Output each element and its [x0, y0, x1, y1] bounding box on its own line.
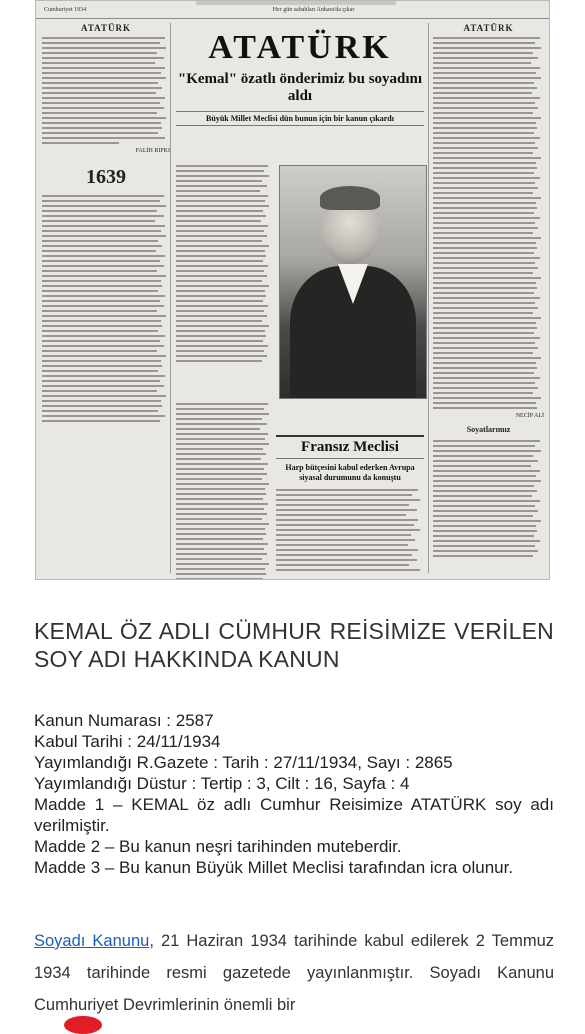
newspaper-top-left: Cumhuriyet 1934 — [44, 6, 87, 13]
law-accept-date: Kabul Tarihi : 24/11/1934 — [34, 732, 221, 751]
newspaper-topline — [36, 1, 549, 19]
newspaper-right-column — [428, 23, 544, 573]
newspaper-image — [35, 0, 550, 580]
soyadi-kanunu-link[interactable]: Soyadı Kanunu — [34, 932, 150, 950]
fransiz-meclisi-block — [276, 435, 424, 571]
newspaper-left-column — [42, 23, 171, 573]
right-column-subheading: Soyatlarımız — [466, 425, 511, 434]
fransiz-meclisi-title: Fransız Meclisi — [276, 435, 424, 459]
floating-action-button[interactable] — [64, 1016, 102, 1034]
law-gazette: Yayımlandığı R.Gazete : Tarih : 27/11/1934, Sayı : 2865 — [34, 753, 453, 772]
law-details — [34, 710, 554, 878]
right-column-signature: NECİP ALİ — [515, 413, 544, 419]
left-column-text — [42, 37, 170, 144]
law-article-2: Madde 2 – Bu kanun neşri tarihinden muteberdir. — [34, 837, 402, 856]
law-dustur: Yayımlandığı Düstur : Tertip : 3, Cilt : 16, Sayfa : 4 — [34, 774, 410, 793]
article-title: KEMAL ÖZ ADLI CÜMHUR REİSİMİZE VERİLEN SOY ADI HAKKINDA KANUN — [34, 618, 554, 672]
right-column-heading: ATATÜRK — [463, 23, 514, 33]
left-column-text-2 — [42, 195, 170, 422]
newspaper-center — [176, 23, 424, 573]
article-paragraph — [34, 925, 554, 1021]
newspaper-subhead: "Kemal" özatlı önderimiz bu soyadını aldı — [177, 71, 423, 104]
left-column-number: 1639 — [86, 166, 126, 188]
newspaper-top-mid: Her gün sabahları Ankara'da çıkar — [272, 6, 355, 13]
law-article-1: Madde 1 – KEMAL öz adlı Cumhur Reisimize ATATÜRK soy adı verilmiştir. — [34, 795, 554, 835]
law-article-3: Madde 3 – Bu kanun Büyük Millet Meclisi tarafından icra olunur. — [34, 858, 514, 877]
ataturk-portrait-photo — [279, 165, 427, 399]
newspaper-deck: Büyük Millet Meclisi dün bunun için bir kanun çıkardı — [176, 111, 424, 126]
law-number: Kanun Numarası : 2587 — [34, 711, 214, 730]
left-column-signature: FALİH RIFKI — [135, 148, 170, 154]
newspaper-headline: ATATÜRK — [208, 29, 392, 66]
center-text-column — [176, 165, 272, 362]
paragraph-text: , 21 Haziran 1934 tarihinde kabul edilerek 2 Temmuz 1934 tarihinde resmi gazetede yayınlanmıştır. Soyadı Kanunu Cumhuriyet Devrimlerinin önemli bir — [34, 932, 554, 1014]
fransiz-meclisi-sub: Harp bütçesini kabul ederken Avrupa siyasal durumunu da konuştu — [285, 463, 415, 482]
left-column-heading: ATATÜRK — [80, 23, 131, 33]
